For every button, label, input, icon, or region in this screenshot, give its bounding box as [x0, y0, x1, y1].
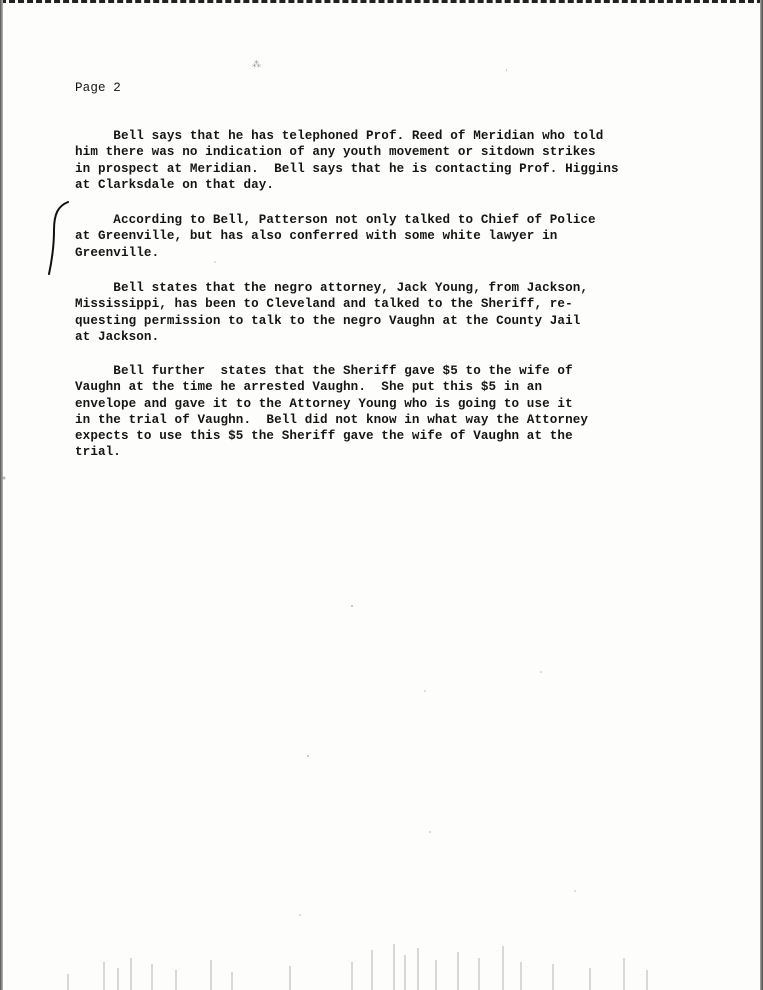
handwritten-margin-bracket-icon	[46, 200, 76, 275]
page-label: Page 2	[75, 81, 121, 95]
left-scan-edge	[0, 0, 3, 990]
text-line: at Clarksdale on that day.	[75, 177, 275, 192]
text-line: Bell says that he has telephoned Prof. Reed of Meridian who told	[75, 129, 604, 143]
text-line: at Jackson.	[75, 329, 160, 344]
text-line: expects to use this $5 the Sheriff gave the wife of Vaughn at the	[75, 429, 573, 444]
text-line: envelope and gave it to the Attorney Young who is going to use it	[75, 396, 573, 411]
text-line: Bell further states that the Sheriff gave $5 to the wife of	[75, 364, 573, 378]
text-line: questing permission to talk to the negro Vaughn at the County Jail	[75, 313, 581, 328]
text-line: at Greenville, but has also conferred with some white lawyer in	[75, 229, 558, 244]
text-line: him there was no indication of any youth movement or sitdown strikes	[75, 145, 596, 160]
paragraph-3	[75, 280, 715, 345]
text-line: Mississippi, has been to Cleveland and talked to the Sheriff, re-	[75, 297, 573, 312]
paragraph-1	[75, 128, 715, 193]
text-line: According to Bell, Patterson not only talked to Chief of Police	[75, 213, 596, 227]
text-line: Vaughn at the time he arrested Vaughn. She put this $5 in an	[75, 380, 543, 395]
text-line: Greenville.	[75, 245, 160, 260]
text-line: in the trial of Vaughn. Bell did not know in what way the Attorney	[75, 412, 589, 427]
text-line: in prospect at Meridian. Bell says that he is contacting Prof. Higgins	[75, 161, 619, 176]
text-line: trial.	[75, 445, 121, 460]
scan-smudge-mark: ⁂	[252, 60, 261, 70]
paragraph-4	[75, 363, 715, 461]
paragraph-2	[75, 212, 715, 261]
scan-smudge-mark: ·	[505, 66, 508, 76]
text-line: Bell states that the negro attorney, Jack Young, from Jackson,	[75, 281, 589, 295]
top-perforation-edge	[0, 0, 763, 4]
